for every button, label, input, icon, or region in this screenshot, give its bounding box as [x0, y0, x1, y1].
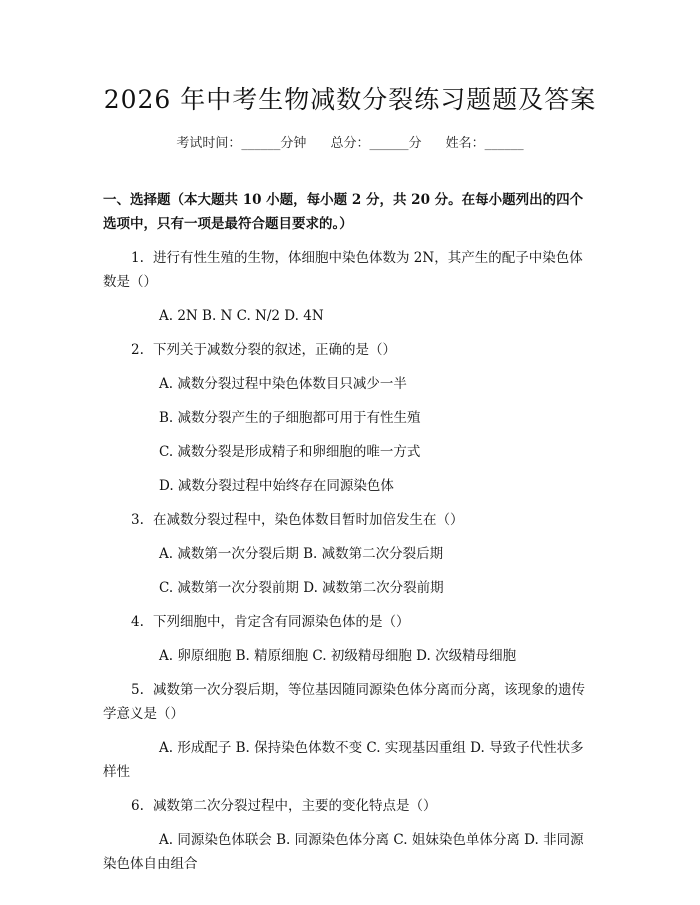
- exam-meta: [0, 132, 700, 151]
- question-3: [103, 508, 590, 532]
- question-number: 5.: [131, 682, 144, 698]
- question-6-options: A. 同源染色体联会 B. 同源染色体分离 C. 姐妹染色单体分离 D. 非同源染色体自由组合: [103, 832, 584, 872]
- question-2-option-d: D. 减数分裂过程中始终存在同源染色体: [159, 478, 394, 494]
- question-3-options-cd: C. 减数第一次分裂前期 D. 减数第二次分裂前期: [159, 580, 444, 596]
- question-4: [103, 610, 590, 634]
- page-title: 2026 年中考生物减数分裂练习题题及答案: [103, 85, 597, 114]
- question-number: 2.: [131, 342, 144, 358]
- question-text: 下列细胞中，肯定含有同源染色体的是（）: [153, 614, 410, 630]
- question-text: 在减数分裂过程中，染色体数目暂时加倍发生在（）: [153, 512, 464, 528]
- question-5-options: A. 形成配子 B. 保持染色体数不变 C. 实现基因重组 D. 导致子代性状多样性: [103, 740, 584, 780]
- question-2-option-c: C. 减数分裂是形成精子和卵细胞的唯一方式: [159, 444, 421, 460]
- student-name-field: 姓名：______: [445, 136, 524, 151]
- question-4-options: A. 卵原细胞 B. 精原细胞 C. 初级精母细胞 D. 次级精母细胞: [159, 648, 517, 664]
- exam-time-field: 考试时间：______分钟: [176, 136, 307, 151]
- question-text: 减数第二次分裂过程中，主要的变化特点是（）: [153, 798, 437, 814]
- question-2: [103, 338, 590, 362]
- question-text: 减数第一次分裂后期，等位基因随同源染色体分离而分离，该现象的遗传学意义是（）: [103, 682, 585, 722]
- question-2-option-b: B. 减数分裂产生的子细胞都可用于有性生殖: [159, 410, 421, 426]
- question-1-options: A. 2N B. N C. N/2 D. 4N: [159, 308, 324, 324]
- question-number: 3.: [131, 512, 144, 528]
- question-text: 下列关于减数分裂的叙述，正确的是（）: [153, 342, 396, 358]
- question-number: 6.: [131, 798, 144, 814]
- total-score-field: 总分：______分: [330, 136, 422, 151]
- question-number: 4.: [131, 614, 144, 630]
- question-2-option-a: A. 减数分裂过程中染色体数目只减少一半: [159, 376, 407, 392]
- question-6: [103, 794, 590, 818]
- question-content: [103, 188, 590, 886]
- question-number: 1.: [131, 250, 144, 266]
- question-1: [103, 246, 590, 294]
- question-text: 进行有性生殖的生物，体细胞中染色体数为 2N，其产生的配子中染色体数是（）: [103, 250, 583, 290]
- question-3-options-ab: A. 减数第一次分裂后期 B. 减数第二次分裂后期: [159, 546, 444, 562]
- question-5: [103, 678, 590, 726]
- section-heading: 一、选择题（本大题共 10 小题，每小题 2 分，共 20 分。在每小题列出的四个选项中，只有一项是最符合题目要求的。）: [103, 192, 584, 232]
